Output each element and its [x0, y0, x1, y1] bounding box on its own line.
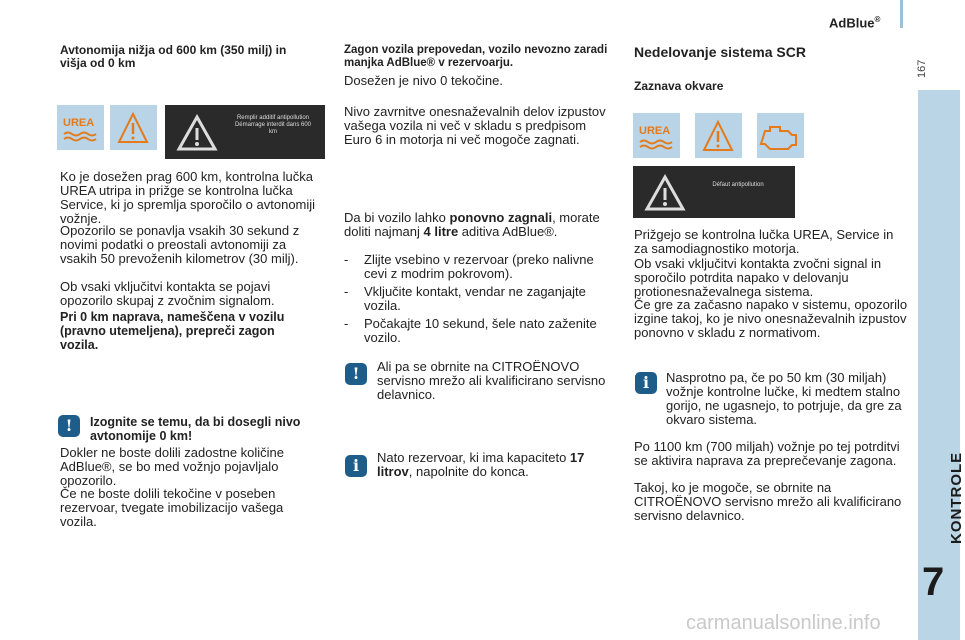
col3-paragraph-4: Po 1100 km (700 miljah) vožnje po tej potrditvi se aktivira naprava za preprečevanje zagona.	[634, 439, 900, 468]
engine-icon	[757, 113, 804, 158]
header-divider	[900, 0, 903, 28]
urea-icon: UREA	[639, 125, 671, 137]
text-run-bold: 17 litrov	[377, 450, 585, 479]
col1-paragraph-6: Če ne boste dolili tekočine v poseben rezervoar, tvegate imobilizacijo vašega vozila.	[60, 486, 284, 529]
col2-note-2	[377, 451, 617, 479]
col3-subheading: Zaznava okvare	[634, 79, 724, 93]
liquid-wave-icon	[639, 139, 673, 149]
display-message-panel	[165, 105, 325, 159]
engine-diagnostic-lamp	[757, 113, 804, 158]
text-run: , morate doliti najmanj	[344, 210, 600, 239]
col1-paragraph-5: Dokler ne boste dolili zadostne količine AdBlue®, se bo med vožnjo pojavljalo opozorilo.	[60, 445, 285, 488]
service-warning-lamp	[695, 113, 742, 158]
page-header-title: AdBlue®	[829, 15, 881, 31]
text-run: , napolnite do konca.	[408, 464, 529, 479]
list-item: - Zlijte vsebino v rezervoar (preko nalivne cevi z modrim pokrovom).	[344, 253, 614, 281]
page-number: 167	[916, 59, 928, 78]
list-item: - Vključite kontakt, vendar ne zaganjajte vozila.	[344, 285, 614, 313]
col3-paragraph-5: Takoj, ko je mogoče, se obrnite na CITROËNOVO servisno mrežo ali kvalificirano servisno delavnico.	[634, 480, 902, 523]
display-message-panel	[633, 166, 795, 218]
col3-heading: Nedelovanje sistema SCR	[634, 44, 806, 60]
col1-paragraph-2: Opozorilo se ponavlja vsakih 30 sekund z novimi podatki o preostali avtonomiji za vsakih 50 prevoženih kilometrov (30 milj).	[60, 223, 300, 266]
display-message-text: Remplir additif antipollution Démarrage interdit dans 600 km	[234, 115, 312, 135]
display-message-text: Défaut antipollution	[712, 182, 764, 188]
col3-paragraph-2: Ob vsaki vključitvi kontakta zvočni signal in sporočilo potrdita napako v delovanju protionesnaževalnega sistema.	[634, 256, 882, 299]
col3-note: Nasprotno pa, če po 50 km (30 miljah) vožnje kontrolne lučke, ki medtem stalno gorijo, ne ugasnejo, to potrjuje, da gre za okvaro sistema.	[666, 370, 902, 427]
service-warning-lamp	[110, 105, 157, 150]
info-icon: i	[345, 455, 367, 477]
warning-triangle-icon	[175, 113, 219, 153]
col1-heading: Avtonomija nižja od 600 km (350 milj) in višja od 0 km	[60, 43, 287, 70]
urea-warning-lamp	[57, 105, 104, 150]
col1-paragraph-3: Ob vsaki vključitvi kontakta se pojavi opozorilo skupaj z zvočnim signalom.	[60, 279, 275, 308]
chapter-sidebar	[918, 90, 960, 640]
text-run-bold: 4 litre	[423, 224, 459, 239]
text-run-bold: ponovno zagnali	[449, 210, 553, 225]
col3-paragraph-1: Prižgejo se kontrolna lučka UREA, Service in za samodiagnostiko motorja.	[634, 227, 894, 256]
col2-note-1: Ali pa se obrnite na CITROËNOVO servisno mrežo ali kvalificirano servisno delavnico.	[377, 359, 606, 402]
warning-exclamation-icon: !	[345, 363, 367, 385]
chapter-label: KONTROLE	[948, 451, 965, 544]
warning-triangle-icon	[643, 173, 687, 213]
col1-paragraph-4: Pri 0 km naprava, nameščena v vozilu (pravno utemeljena), prepreči zagon vozila.	[60, 310, 285, 352]
col2-heading: Zagon vozila prepovedan, vozilo nevozno zaradi manjka AdBlue® v rezervoarju.	[344, 44, 608, 69]
col3-paragraph-3: Če gre za začasno napako v sistemu, opozorilo izgine takoj, ko je nivo onesnaževalnih izpustov ponovno v skladu z normativom.	[634, 297, 908, 340]
col1-paragraph-1: Ko je dosežen prag 600 km, kontrolna lučka UREA utripa in prižge se kontrolna lučka Service, ki jo spremlja sporočilo o avtonomiji vožnje.	[60, 169, 316, 226]
urea-icon: UREA	[63, 117, 95, 129]
col2-paragraph-3	[344, 211, 614, 239]
text-run: aditiva AdBlue®.	[458, 224, 558, 239]
warning-triangle-icon	[110, 105, 157, 150]
col2-paragraph-1: Dosežen je nivo 0 tekočine.	[344, 73, 503, 88]
col1-warning-note: Izognite se temu, da bi dosegli nivo avtonomije 0 km!	[90, 415, 301, 443]
urea-warning-lamp	[633, 113, 680, 158]
list-item: - Počakajte 10 sekund, šele nato zaženite vozilo.	[344, 317, 614, 345]
col2-paragraph-2: Nivo zavrnitve onesnaževalnih delov izpustov vašega vozila ni več v skladu s predpisom Euro 6 in motorja ni več mogoče zagnati.	[344, 104, 606, 147]
refill-steps-list	[344, 253, 614, 349]
text-run: Nato rezervoar, ki ima kapaciteto	[377, 450, 570, 465]
text-run: Da bi vozilo lahko	[344, 210, 450, 225]
warning-exclamation-icon: !	[58, 415, 80, 437]
chapter-number: 7	[922, 560, 945, 604]
liquid-wave-icon	[63, 131, 97, 141]
watermark: carmanualsonline.info	[686, 612, 881, 634]
info-icon: i	[635, 372, 657, 394]
warning-triangle-icon	[695, 113, 742, 158]
